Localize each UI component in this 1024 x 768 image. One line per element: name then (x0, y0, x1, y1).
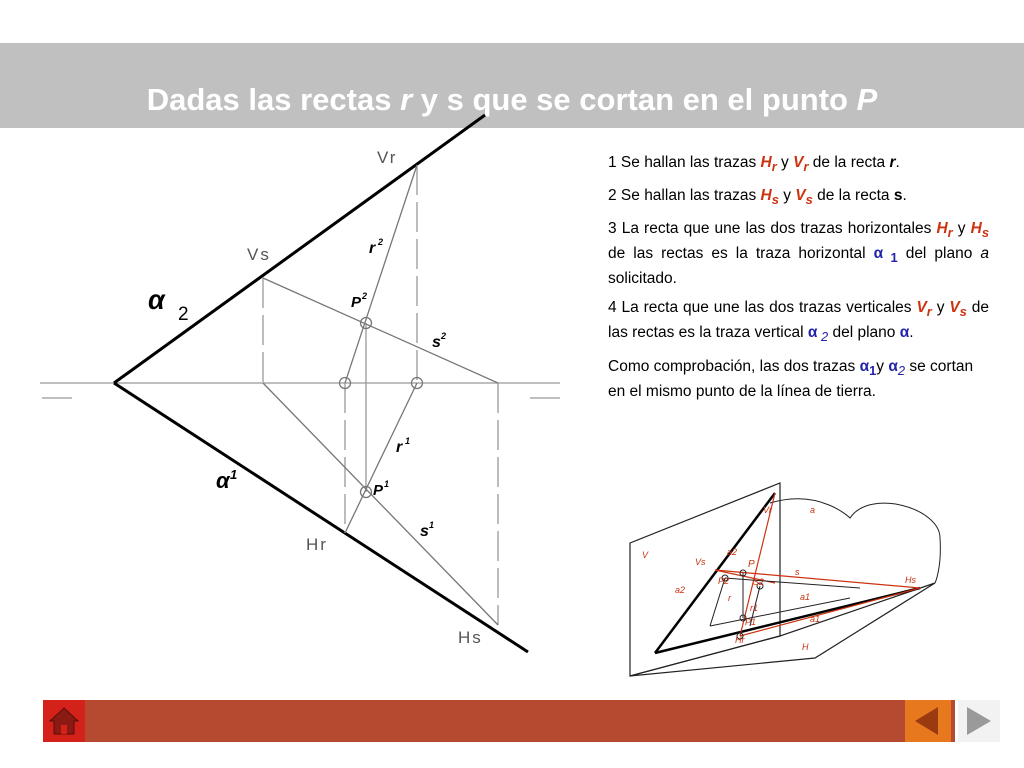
iso-label-hs: Hs (905, 575, 916, 585)
iso-label-a2: a2 (727, 547, 738, 557)
label-r2-sub: 2 (378, 237, 384, 247)
iso-label-r1: r1 (750, 603, 759, 613)
label-hr: Hr (306, 535, 328, 554)
step-5: Como comprobación, las dos trazas $\alpha_1y$ $\alpha_2$ se cortan en el mismo punto de la línea de tierra. (608, 357, 974, 400)
iso-label-s: s (795, 567, 800, 577)
label-vs: Vs (247, 245, 271, 264)
label-alpha2: α (148, 285, 165, 315)
label-vr: Vr (377, 148, 398, 167)
iso-label-a: a (810, 505, 816, 515)
iso-label-hr: Hr (735, 635, 745, 645)
iso-label-p: P (748, 559, 755, 570)
iso-label-a1: a1 (800, 592, 811, 602)
step-4: 4 La recta que une las dos trazas verticales $V_r$ y $V_s$ de las rectas es la traza vertical α $_2$ del plano α. (608, 299, 989, 345)
next-button[interactable] (958, 700, 1000, 742)
iso-label-p1: P1 (745, 617, 757, 627)
home-button[interactable] (43, 700, 85, 742)
label-s1: s (420, 523, 429, 540)
arrow-left-icon (905, 700, 951, 742)
label-hs: Hs (458, 628, 483, 647)
isometric-diagram (620, 478, 950, 683)
label-alpha2-sub: 2 (178, 304, 189, 325)
label-p2: P (351, 294, 362, 311)
step-3: 3 La recta que une las dos trazas horizontales $H_r$ y $H_s$ de las rectas es la traza horizontal α $_1$ del plano a solicitado. (608, 220, 990, 288)
iso-label-a2b: a2 (675, 585, 686, 595)
page-title: Dadas las rectas r y s que se cortan en el punto P (146, 82, 878, 117)
label-p1-sub: 1 (384, 479, 390, 489)
label-alpha1: α (216, 468, 230, 493)
arrow-right-icon (958, 700, 1000, 742)
iso-label-vr: Vr (763, 505, 772, 515)
footer-bar (43, 700, 955, 742)
iso-label-s2: S2 (753, 577, 765, 587)
label-r1-sub: 1 (405, 436, 411, 446)
label-r1: r (396, 439, 403, 456)
iso-label-v: V (642, 550, 649, 560)
step-1: 1 Se hallan las trazas $H_r$ y $V_r$ de la recta r. (608, 154, 900, 175)
label-s1-sub: 1 (429, 520, 435, 530)
home-icon (43, 700, 85, 742)
label-s2: s (432, 334, 441, 351)
label-alpha1-sub: 1 (230, 467, 238, 482)
label-p2-sub: 2 (362, 291, 368, 301)
steps-text (608, 152, 989, 410)
iso-label-h: H (802, 642, 809, 652)
iso-label-p2: P2 (718, 576, 730, 586)
previous-button[interactable] (905, 700, 951, 742)
label-p1: P (373, 482, 384, 499)
iso-label-a1b: a1 (810, 614, 821, 624)
step-2: 2 Se hallan las trazas $H_s$ y $V_s$ de la recta s. (608, 187, 907, 208)
iso-label-r: r (728, 593, 731, 603)
label-r2: r (369, 240, 376, 257)
iso-label-vs: Vs (695, 557, 706, 567)
label-s2-sub: 2 (441, 331, 447, 341)
